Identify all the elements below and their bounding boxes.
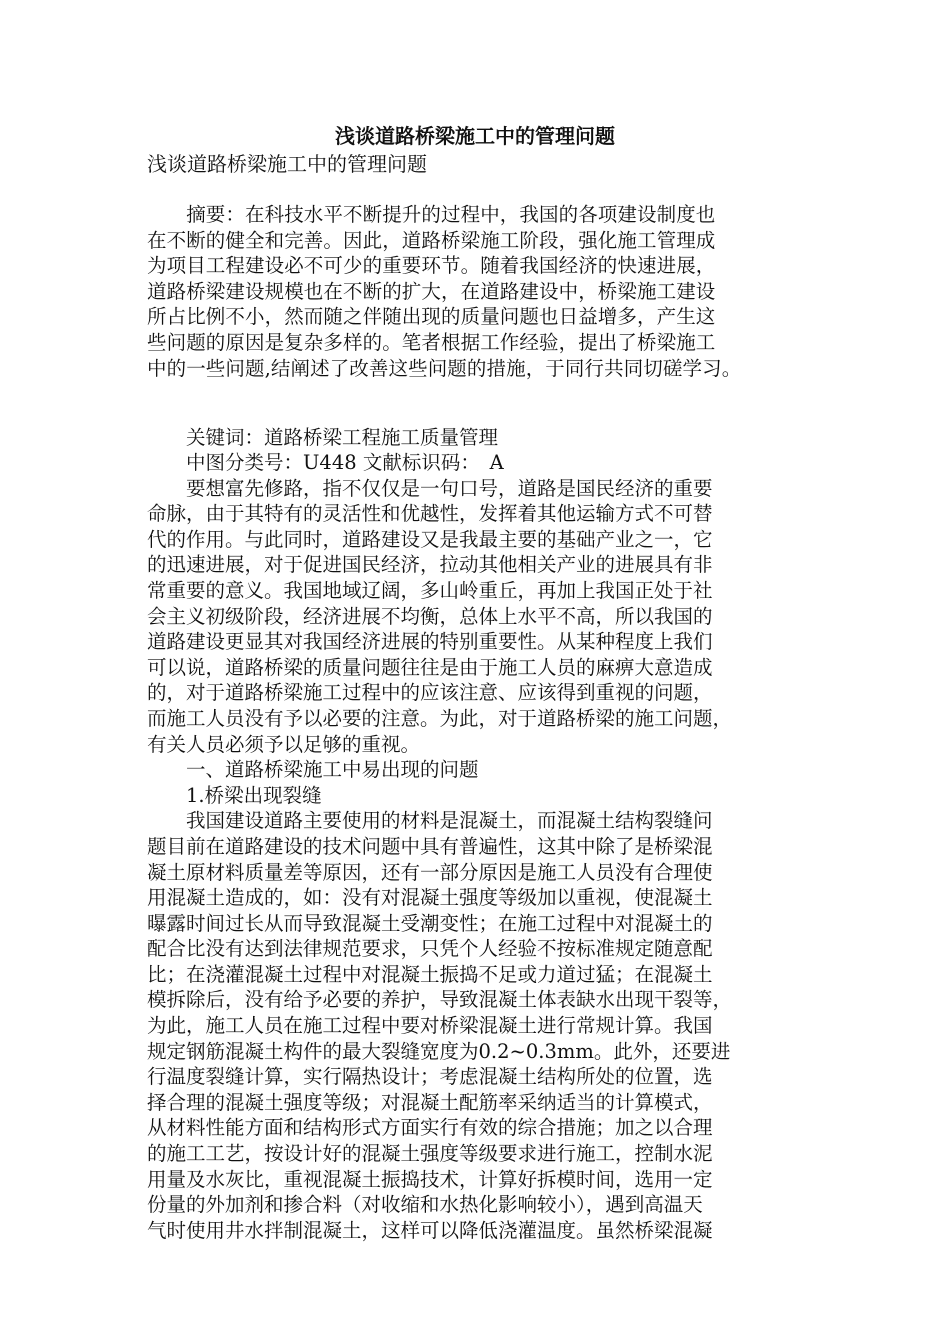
document-subtitle: 浅谈道路桥梁施工中的管理问题	[147, 152, 427, 176]
body-line: 比；在浇灌混凝土过程中对混凝土振捣不足或力道过猛；在混凝土	[147, 962, 713, 986]
abstract-line: 中的一些问题,结阐述了改善这些问题的措施，于同行共同切磋学习。	[147, 356, 742, 380]
abstract-paragraph	[147, 202, 802, 381]
body-line: 可以说，道路桥梁的质量问题往往是由于施工人员的麻痹大意造成	[147, 655, 713, 679]
abstract-line: 在不断的健全和完善。因此，道路桥梁施工阶段，强化施工管理成	[147, 228, 716, 252]
body-line: 用量及水灰比，重视混凝土振捣技术，计算好拆模时间，选用一定	[147, 1167, 713, 1191]
document-title: 浅谈道路桥梁施工中的管理问题	[335, 124, 615, 148]
body-line: 命脉，由于其特有的灵活性和优越性，发挥着其他运输方式不可替	[147, 502, 713, 526]
body-line: 份量的外加剂和掺合料（对收缩和水热化影响较小），遇到高温天	[147, 1193, 703, 1217]
body-line: 1.桥梁出现裂缝	[147, 783, 322, 807]
body-line: 一、道路桥梁施工中易出现的问题	[147, 758, 479, 782]
body-line: 择合理的混凝土强度等级；对混凝土配筋率采纳适当的计算模式，	[147, 1090, 713, 1114]
body-line: 模拆除后，没有给予必要的养护，导致混凝土体表缺水出现干裂等，	[147, 988, 733, 1012]
body-line: 中图分类号：U448 文献标识码： A	[147, 451, 504, 474]
body-line: 规定钢筋混凝土构件的最大裂缝宽度为0.2~0.3mm。此外，还要进	[147, 1039, 731, 1063]
body-line: 行温度裂缝计算，实行隔热设计；考虑混凝土结构所处的位置，选	[147, 1065, 713, 1089]
abstract-line: 些问题的原因是复杂多样的。笔者根据工作经验，提出了桥梁施工	[147, 330, 716, 354]
body-line: 题目前在道路建设的技术问题中具有普遍性，这其中除了是桥梁混	[147, 834, 713, 858]
body-line: 的，对于道路桥梁施工过程中的应该注意、应该得到重视的问题，	[147, 681, 713, 705]
body-line: 代的作用。与此同时，道路建设又是我最主要的基础产业之一，它	[147, 527, 713, 551]
abstract-line: 所占比例不小，然而随之伴随出现的质量问题也日益增多，产生这	[147, 305, 716, 329]
body-line: 用混凝土造成的，如：没有对混凝土强度等级加以重视，使混凝土	[147, 886, 713, 910]
body-text	[147, 450, 802, 1243]
body-line: 我国建设道路主要使用的材料是混凝土，而混凝土结构裂缝问	[147, 809, 713, 833]
abstract-line: 为项目工程建设必不可少的重要环节。随着我国经济的快速进展，	[147, 254, 716, 278]
body-line: 道路建设更显其对我国经济进展的特别重要性。从某种程度上我们	[147, 630, 713, 654]
body-line: 凝土原材料质量差等原因，还有一部分原因是施工人员没有合理使	[147, 860, 713, 884]
body-line: 配合比没有达到法律规范要求，只凭个人经验不按标准规定随意配	[147, 937, 713, 961]
abstract-line: 道路桥梁建设规模也在不断的扩大，在道路建设中，桥梁施工建设	[147, 279, 716, 303]
body-line: 气时使用井水拌制混凝土，这样可以降低浇灌温度。虽然桥梁混凝	[147, 1218, 713, 1242]
body-line: 而施工人员没有予以必要的注意。为此，对于道路桥梁的施工问题，	[147, 706, 733, 730]
body-line: 常重要的意义。我国地域辽阔，多山岭重丘，再加上我国正处于社	[147, 578, 713, 602]
body-line: 从材料性能方面和结构形式方面实行有效的综合措施；加之以合理	[147, 1116, 713, 1140]
body-line: 曝露时间过长从而导致混凝土受潮变性；在施工过程中对混凝土的	[147, 911, 713, 935]
body-line: 要想富先修路，指不仅仅是一句口号，道路是国民经济的重要	[147, 476, 713, 500]
keywords-paragraph	[147, 425, 802, 451]
body-line: 会主义初级阶段，经济进展不均衡，总体上水平不高，所以我国的	[147, 604, 713, 628]
body-line: 的迅速进展，对于促进国民经济，拉动其他相关产业的进展具有非	[147, 553, 713, 577]
abstract-line: 摘要：在科技水平不断提升的过程中，我国的各项建设制度也	[147, 203, 716, 226]
keywords-line: 关键词：道路桥梁工程施工质量管理	[147, 426, 499, 449]
body-line: 为此，施工人员在施工过程中要对桥梁混凝土进行常规计算。我国	[147, 1014, 713, 1038]
body-line: 有关人员必须予以足够的重视。	[147, 732, 421, 756]
body-line: 的施工工艺，按设计好的混凝土强度等级要求进行施工，控制水泥	[147, 1142, 713, 1166]
